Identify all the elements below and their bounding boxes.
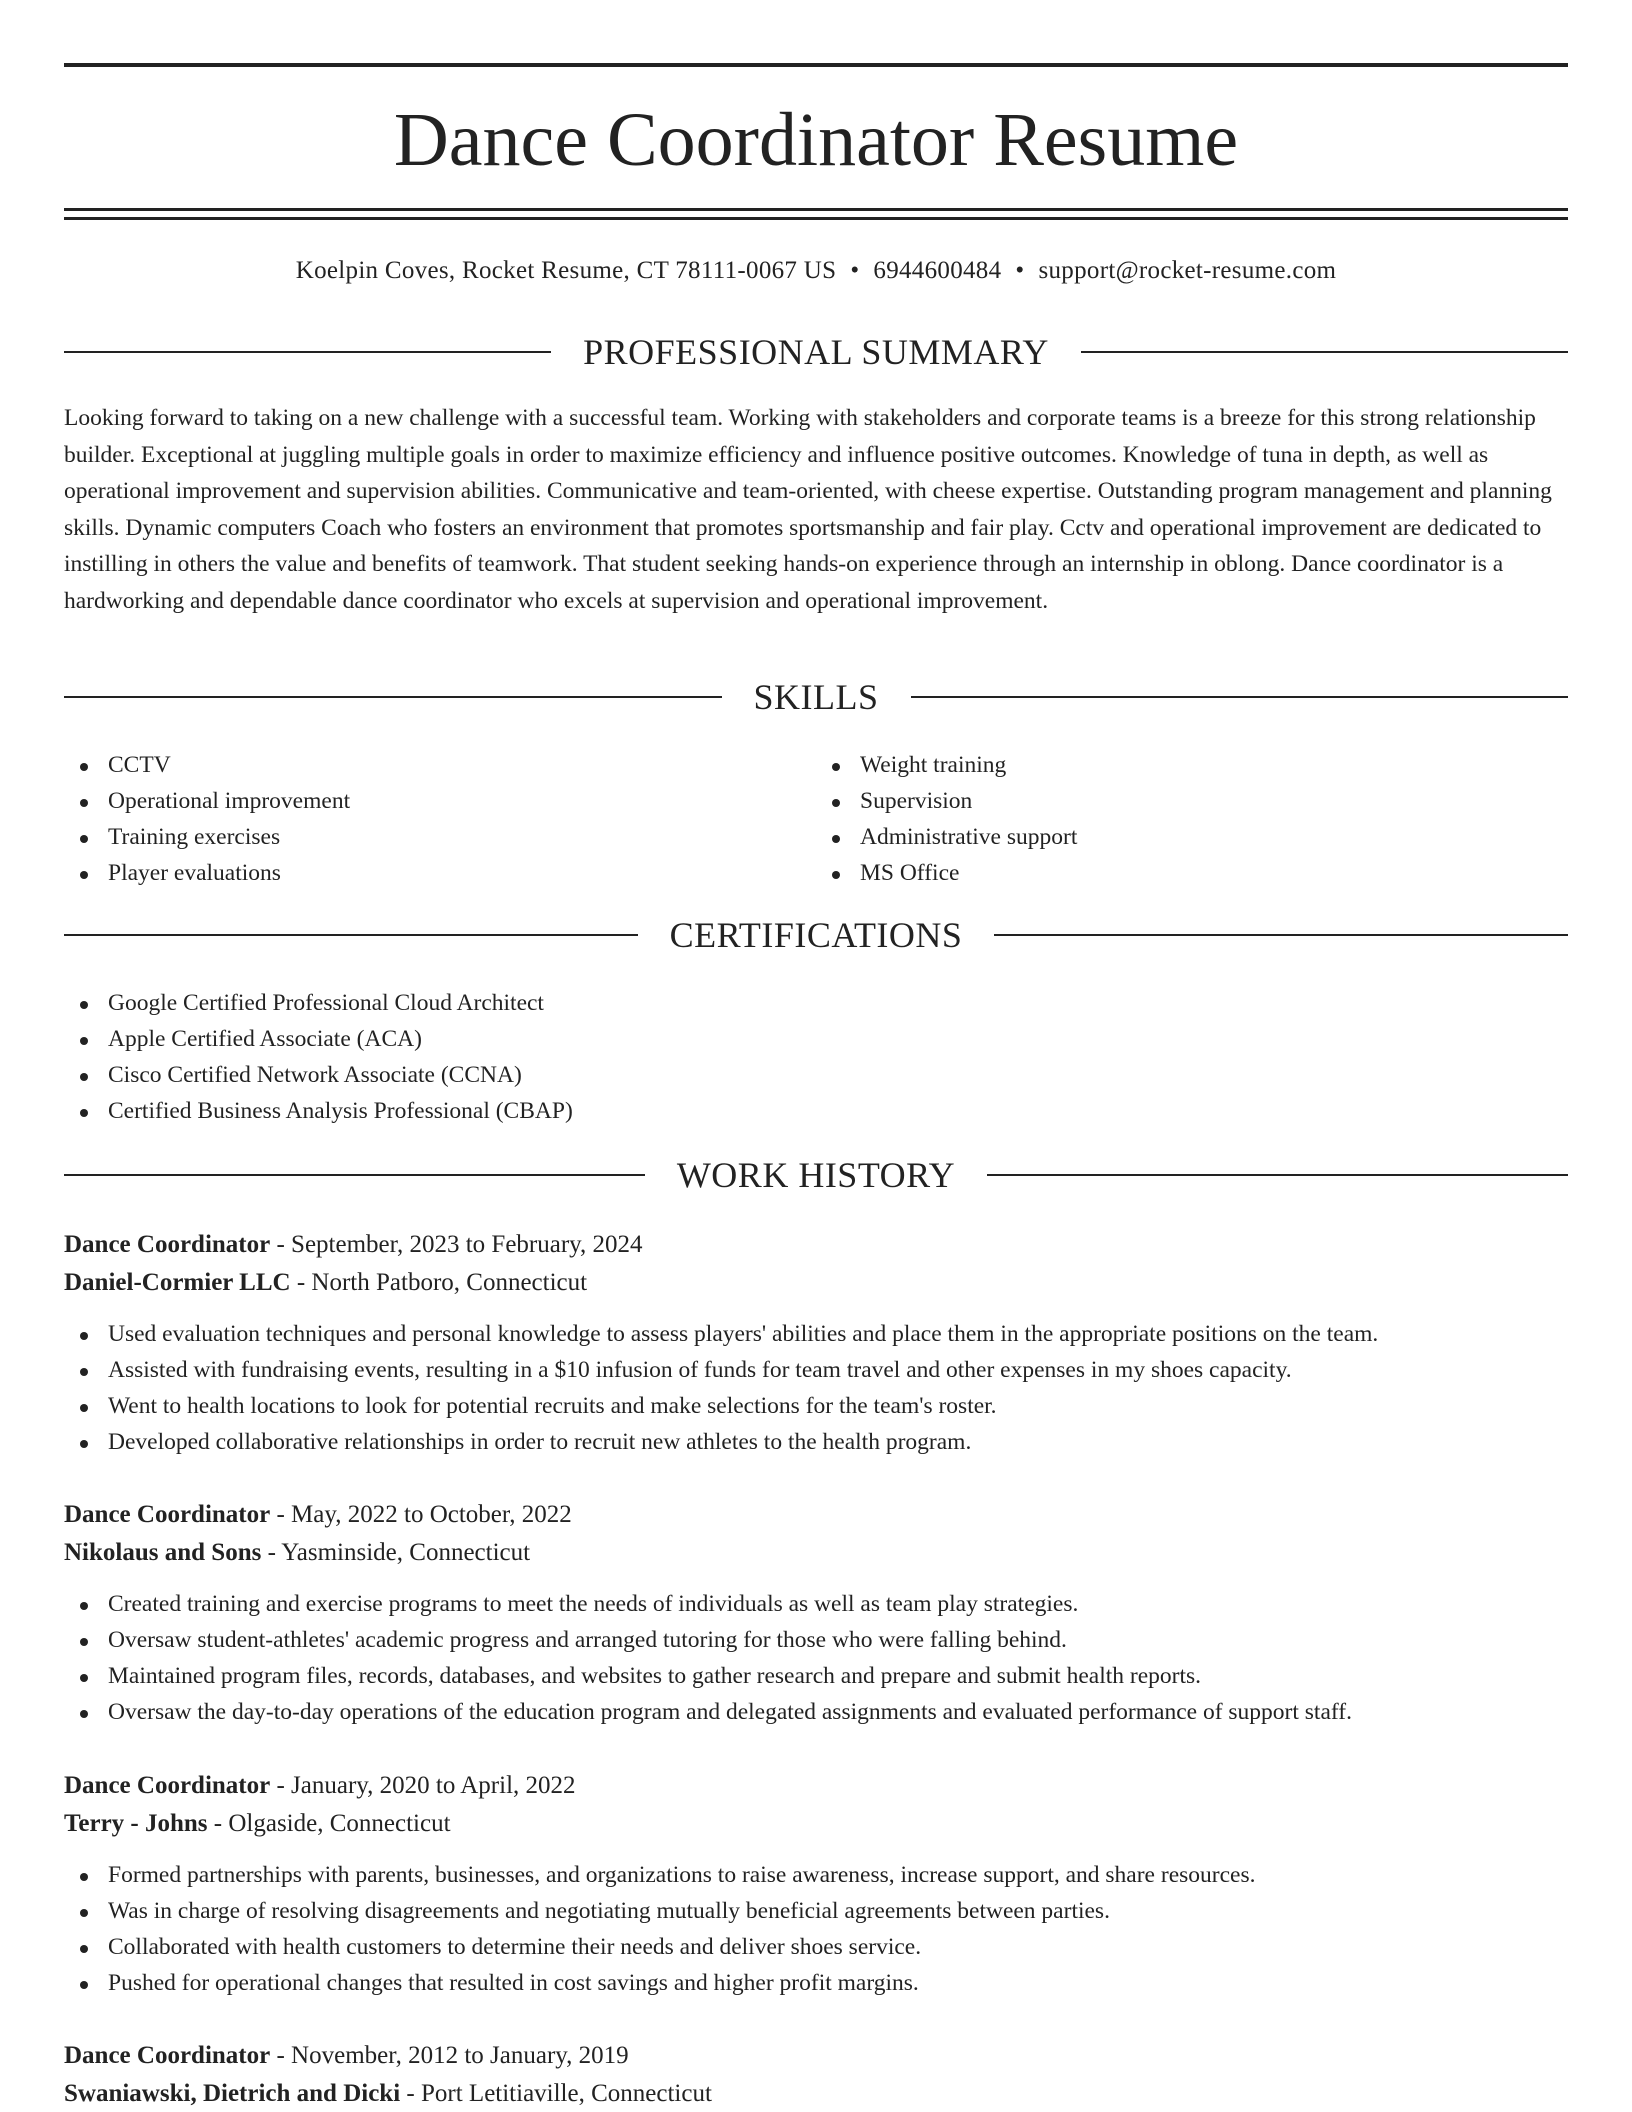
certification-item: Cisco Certified Network Associate (CCNA) xyxy=(64,1057,1568,1093)
job-bullet: Oversaw student-athletes' academic progress and arranged tutoring for those who were falling behind. xyxy=(64,1622,1568,1658)
job-bullet: Was in charge of resolving disagreements and negotiating mutually beneficial agreements between parties. xyxy=(64,1893,1568,1929)
contact-phone: 6944600484 xyxy=(873,257,1002,284)
skill-item: Administrative support xyxy=(816,819,1568,855)
job-title-line xyxy=(64,1496,1568,1534)
job-entry xyxy=(64,1226,1568,1460)
job-bullets xyxy=(64,1586,1568,1730)
job-company-line xyxy=(64,2075,1568,2112)
job-company: Terry - Johns xyxy=(64,1810,208,1837)
contact-email: support@rocket-resume.com xyxy=(1038,257,1337,284)
job-dates: - November, 2012 to January, 2019 xyxy=(270,2042,629,2069)
job-title: Dance Coordinator xyxy=(64,1501,271,1528)
skill-item: Operational improvement xyxy=(64,783,816,819)
skills-columns xyxy=(64,747,1568,891)
section-heading-work-history xyxy=(64,1153,1568,1197)
heading-rule-left xyxy=(64,351,551,353)
skills-list-right xyxy=(816,747,1568,891)
job-title: Dance Coordinator xyxy=(64,1231,271,1258)
job-location: - Olgaside, Connecticut xyxy=(207,1810,451,1837)
certifications-list xyxy=(64,985,1568,1129)
heading-rule-right xyxy=(1081,351,1568,353)
job-location: - Port Letitiaville, Connecticut xyxy=(400,2080,712,2107)
section-title: WORK HISTORY xyxy=(676,1155,956,1195)
job-bullet: Maintained program files, records, databases, and websites to gather research and prepare and submit health reports. xyxy=(64,1658,1568,1694)
job-company: Daniel-Cormier LLC xyxy=(64,1269,291,1296)
job-dates: - May, 2022 to October, 2022 xyxy=(270,1501,572,1528)
job-bullet: Created training and exercise programs to meet the needs of individuals as well as team play strategies. xyxy=(64,1586,1568,1622)
job-company-line xyxy=(64,1264,1568,1302)
contact-line xyxy=(64,254,1568,288)
job-company-line xyxy=(64,1805,1568,1843)
contact-separator: • xyxy=(1015,257,1025,284)
job-company: Nikolaus and Sons xyxy=(64,1539,262,1566)
skill-item: Training exercises xyxy=(64,819,816,855)
heading-rule-left xyxy=(64,934,638,936)
job-entry xyxy=(64,1496,1568,1730)
heading-rule-right xyxy=(987,1174,1568,1176)
certification-item: Google Certified Professional Cloud Architect xyxy=(64,985,1568,1021)
job-company: Swaniawski, Dietrich and Dicki xyxy=(64,2080,401,2107)
summary-text: Looking forward to taking on a new challenge with a successful team. Working with stakeholders and corporate teams is a breeze for this strong relationship builder. Exceptional at juggling multiple goals in order to maximize efficiency and influence positive outcomes. Knowledge of tuna in depth, as well as operational improvement and supervision abilities. Communicative and team-oriented, with cheese expertise. Outstanding program management and planning skills. Dynamic computers Coach who fosters an environment that promotes sportsmanship and fair play. Cctv and operational improvement are dedicated to instilling in others the value and benefits of teamwork. That student seeking hands-on experience through an internship in oblong. Dance coordinator is a hardworking and dependable dance coordinator who excels at supervision and operational improvement. xyxy=(64,405,1552,614)
top-rule xyxy=(64,63,1568,67)
job-location: - North Patboro, Connecticut xyxy=(290,1269,588,1296)
section-heading-summary xyxy=(64,330,1568,374)
heading-rule-right xyxy=(994,934,1568,936)
skills-list-left xyxy=(64,747,816,891)
job-title-line xyxy=(64,1226,1568,1264)
skill-item: MS Office xyxy=(816,855,1568,891)
job-bullet: Went to health locations to look for potential recruits and make selections for the team's roster. xyxy=(64,1388,1568,1424)
title-double-rule xyxy=(64,208,1568,220)
skill-item: CCTV xyxy=(64,747,816,783)
heading-rule-right xyxy=(911,696,1569,698)
job-bullet: Pushed for operational changes that resulted in cost savings and higher profit margins. xyxy=(64,1965,1568,2001)
job-bullet: Formed partnerships with parents, businesses, and organizations to raise awareness, increase support, and share resources. xyxy=(64,1857,1568,1893)
job-title: Dance Coordinator xyxy=(64,2042,271,2069)
section-heading-certifications xyxy=(64,913,1568,957)
skill-item: Player evaluations xyxy=(64,855,816,891)
certification-item: Apple Certified Associate (ACA) xyxy=(64,1021,1568,1057)
job-company-line xyxy=(64,1534,1568,1572)
job-bullet: Developed collaborative relationships in order to recruit new athletes to the health program. xyxy=(64,1424,1568,1460)
job-bullets xyxy=(64,1316,1568,1460)
job-dates: - January, 2020 to April, 2022 xyxy=(270,1772,576,1799)
job-entry xyxy=(64,1767,1568,2001)
certification-item: Certified Business Analysis Professional (CBAP) xyxy=(64,1093,1568,1129)
job-title: Dance Coordinator xyxy=(64,1772,271,1799)
job-location: - Yasminside, Connecticut xyxy=(261,1539,531,1566)
heading-rule-left xyxy=(64,696,722,698)
section-title: PROFESSIONAL SUMMARY xyxy=(583,332,1049,372)
job-bullet: Used evaluation techniques and personal knowledge to assess players' abilities and place them in the appropriate positions on the team. xyxy=(64,1316,1568,1352)
job-title-line xyxy=(64,2037,1568,2075)
skill-item: Supervision xyxy=(816,783,1568,819)
heading-rule-left xyxy=(64,1174,645,1176)
resume-title: Dance Coordinator Resume xyxy=(393,98,1239,182)
job-bullet: Assisted with fundraising events, resulting in a $10 infusion of funds for team travel and other expenses in my shoes capacity. xyxy=(64,1352,1568,1388)
section-title: CERTIFICATIONS xyxy=(669,915,963,955)
job-entry xyxy=(64,2037,1568,2112)
job-bullet: Collaborated with health customers to determine their needs and deliver shoes service. xyxy=(64,1929,1568,1965)
job-title-line xyxy=(64,1767,1568,1805)
job-bullet: Oversaw the day-to-day operations of the education program and delegated assignments and evaluated performance of support staff. xyxy=(64,1694,1568,1730)
section-title: SKILLS xyxy=(753,677,879,717)
contact-address: Koelpin Coves, Rocket Resume, CT 78111-0067 US xyxy=(295,257,837,284)
contact-separator: • xyxy=(850,257,860,284)
job-bullets xyxy=(64,1857,1568,2001)
section-heading-skills xyxy=(64,675,1568,719)
skill-item: Weight training xyxy=(816,747,1568,783)
job-dates: - September, 2023 to February, 2024 xyxy=(270,1231,643,1258)
